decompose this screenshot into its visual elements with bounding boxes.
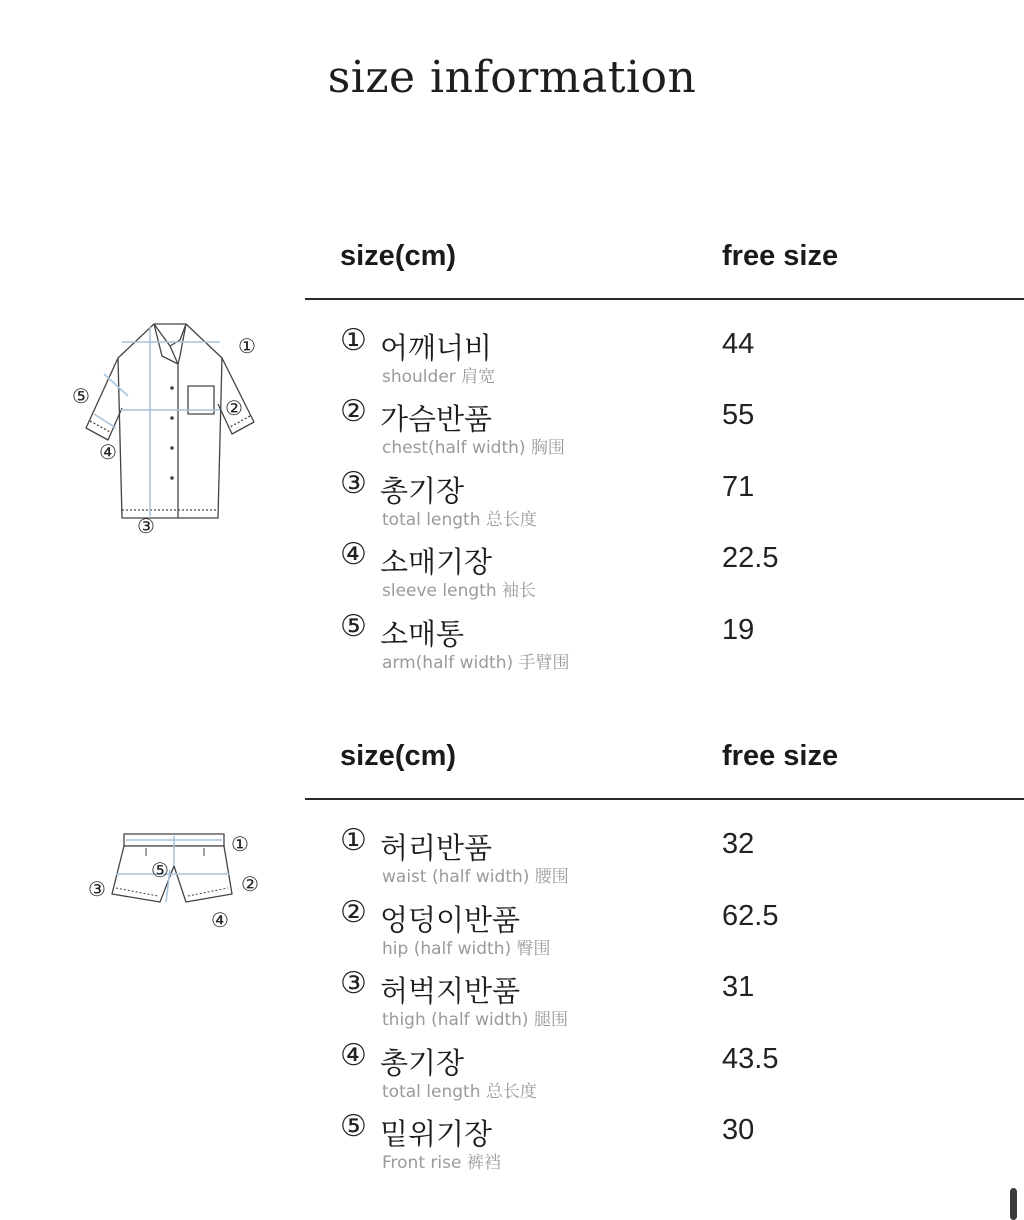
row-number: ② [340,895,367,930]
row-value: 32 [722,828,755,860]
row-label-korean: 허리반품 [380,831,493,865]
row-label-korean: 총기장 [380,474,465,508]
row-label-korean: 어깨너비 [380,331,493,365]
row-number: ④ [340,1038,367,1073]
row-label-korean: 허벅지반품 [380,974,521,1008]
row-value: 30 [722,1114,755,1146]
row-label-english: hip (half width) 臀围 [382,939,551,959]
row-value: 22.5 [722,542,779,574]
size-row-hip [0,895,1024,968]
page-title: size information [327,52,697,103]
row-number: ③ [340,966,367,1001]
size-row-arm [0,609,1024,682]
size-header: size(cm) [340,740,457,772]
size-row-shoulder [0,323,1024,396]
free-size-header: free size [722,240,839,272]
row-label-korean: 소매통 [380,617,465,651]
row-label-korean: 소매기장 [380,545,493,579]
row-value: 19 [722,614,755,646]
row-value: 43.5 [722,1043,779,1075]
bottom-size-section [0,740,1024,1190]
size-row-total-length [0,1038,1024,1111]
size-row-chest [0,394,1024,467]
size-row-thigh [0,966,1024,1039]
row-label-english: waist (half width) 腰围 [382,867,569,887]
shorts-marker-4: ④ [211,908,229,932]
row-number: ① [340,823,367,858]
shorts-marker-2: ② [241,872,259,896]
row-label-english: total length 总长度 [382,1082,537,1102]
size-row-waist [0,823,1024,896]
row-value: 71 [722,471,755,503]
top-size-section [0,240,1024,680]
shirt-marker-1: ① [238,334,256,358]
row-value: 44 [722,328,755,360]
shirt-marker-4: ④ [99,440,117,464]
row-value: 55 [722,399,755,431]
row-label-korean: 가슴반품 [380,402,493,436]
row-number: ② [340,394,367,429]
shirt-marker-3: ③ [137,514,155,538]
shirt-marker-5: ⑤ [72,384,90,408]
row-number: ④ [340,537,367,572]
row-label-english: total length 总长度 [382,510,537,530]
row-value: 31 [722,971,755,1003]
row-value: 62.5 [722,900,779,932]
size-row-total-length [0,466,1024,539]
row-label-english: shoulder 肩宽 [382,367,496,387]
shorts-marker-3: ③ [88,877,106,901]
size-row-front-rise [0,1109,1024,1182]
row-number: ⑤ [340,609,367,644]
shorts-marker-1: ① [231,832,249,856]
row-number: ③ [340,466,367,501]
header-divider [305,298,1024,300]
row-label-english: arm(half width) 手臂围 [382,653,570,673]
row-label-english: thigh (half width) 腿围 [382,1010,568,1030]
row-label-korean: 총기장 [380,1046,465,1080]
scrollbar-thumb[interactable] [1010,1188,1017,1220]
size-row-sleeve-length [0,537,1024,610]
header-divider [305,798,1024,800]
row-label-english: chest(half width) 胸围 [382,438,565,458]
free-size-header: free size [722,740,839,772]
row-number: ⑤ [340,1109,367,1144]
row-number: ① [340,323,367,358]
row-label-english: Front rise 裤裆 [382,1153,501,1173]
row-label-korean: 밑위기장 [380,1117,493,1151]
size-header: size(cm) [340,240,457,272]
row-label-english: sleeve length 袖长 [382,581,537,601]
shirt-marker-2: ② [225,396,243,420]
row-label-korean: 엉덩이반품 [380,903,521,937]
shorts-marker-5: ⑤ [151,858,169,882]
